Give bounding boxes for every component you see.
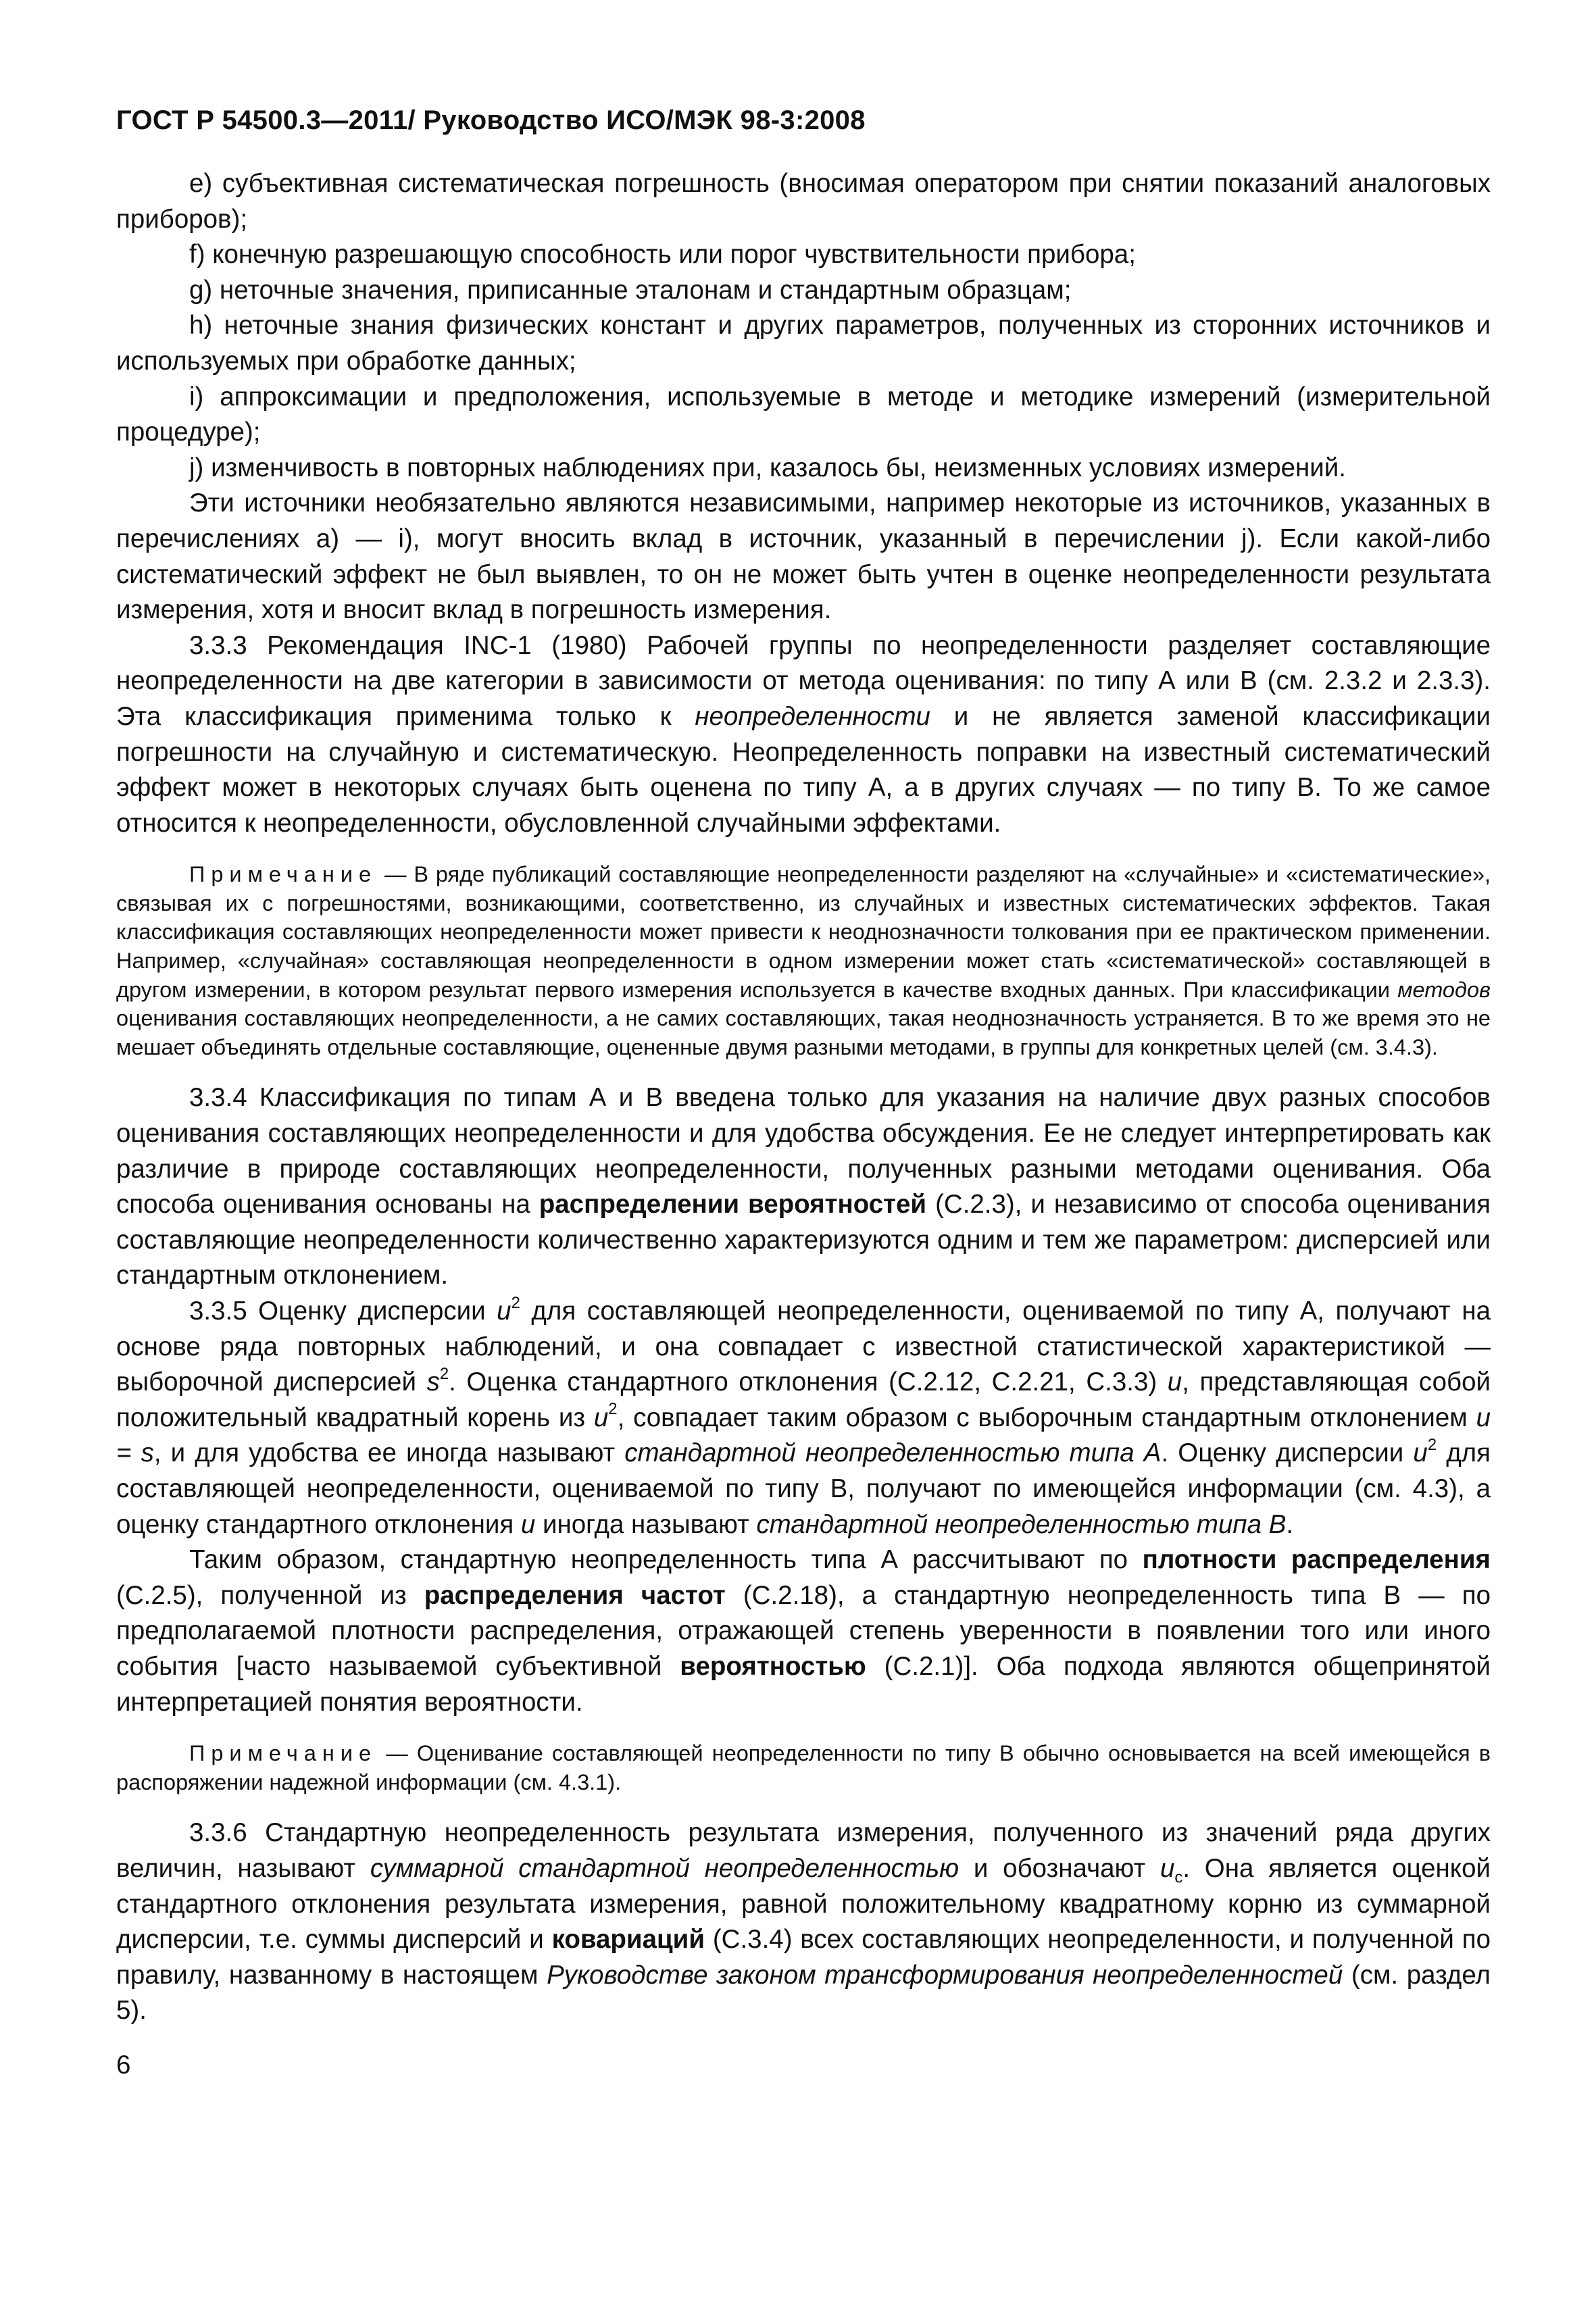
- paragraph-3-3-5-continued: Таким образом, стандартную неопределенность типа А рассчитывают по плотности распределения (С.2.5), полученной из распределения частот (С.2.18), а стандартную неопределенность типа В — по предполагаемой плотности распределения, отражающей степень уверенности в появлении того или иного события [часто называемой субъективной вероятностью (С.2.1)]. Оба подхода являются общепринятой интерпретацией понятия вероятности.: [116, 1545, 1491, 1717]
- note-label: Примечание: [189, 862, 378, 887]
- note-1: Примечание — В ряде публикаций составляющие неопределенности разделяют на «случайные» и «систематические», связывая их с погрешностями, возникающими, соответственно, из случайных и известных систематических эффектов. Такая классификация составляющих неопределенности может привести к неоднозначности толкования при ее практическом применении. Например, «случайная» составляющая неопределенности в одном измерении может стать «систематической» составляющей в другом измерении, в котором результат первого измерения используется в качестве входных данных. При классификации методов оценивания составляющих неопределенности, а не самих составляющих, такая неоднозначность устраняется. В то же время это не мешает объединять отдельные составляющие, оцененные двумя разными методами, в группы для конкретных целей (см. 3.4.3).: [116, 862, 1491, 1059]
- paragraph-3-3-5: 3.3.5 Оценку дисперсии $u^2$ для составляющей неопределенности, оцениваемой по типу А, получают на основе ряда повторных наблюдений, и она совпадает с известной статистической характеристикой — выборочной дисперсией $s^2$. Оценка стандартного отклонения (С.2.12, С.2.21, С.3.3) u, представляющая собой положительный квадратный корень из $u^2$, совпадает таким образом с выборочным стандартным отклонением u = s, и для удобства ее иногда называют стандартной неопределенностью типа А. Оценку дисперсии $u^2$ для составляющей неопределенности, оцениваемой по типу В, получают по имеющейся информации (см. 4.3), а оценку стандартного отклонения u иногда называют стандартной неопределенностью типа В.: [116, 1293, 1491, 1539]
- list-item-h: h) неточные знания физических констант и других параметров, полученных из сторонних источников и используемых при обработке данных;: [116, 311, 1491, 376]
- paragraph-3-3-3: 3.3.3 Рекомендация INC-1 (1980) Рабочей группы по неопределенности разделяет составляющие неопределенности на две категории в зависимости от метода оценивания: по типу А или В (см. 2.3.2 и 2.3.3). Эта классификация применима только к неопределенности и не является заменой классификации погрешности на случайную и систематическую. Неопределенность поправки на известный систематический эффект может в некоторых случаях быть оценена по типу А, а в других случаях — по типу В. То же самое относится к неопределенности, обусловленной случайными эффектами.: [116, 630, 1491, 838]
- paragraph-3-3-6: 3.3.6 Стандартную неопределенность результата измерения, полученного из значений ряда других величин, называют суммарной стандартной неопределенностью и обозначают $u_c$. Она является оценкой стандартного отклонения результата измерения, равной положительному квадратному корню из суммарной дисперсии, т.е. суммы дисперсий и ковариаций (С.3.4) всех составляющих неопределенности, и полученной по правилу, названному в настоящем Руководстве законом трансформирования неопределенностей (см. раздел 5).: [116, 1818, 1491, 2026]
- list-item-f: f) конечную разрешающую способность или порог чувствительности прибора;: [189, 240, 1136, 270]
- list-item-j: j) изменчивость в повторных наблюдениях при, казалось бы, неизменных условиях измерений.: [189, 453, 1346, 482]
- list-item-g: g) неточные значения, приписанные эталонам и стандартным образцам;: [189, 275, 1072, 305]
- note-2: Примечание — Оценивание составляющей неопределенности по типу В обычно основывается на всей имеющейся в распоряжении надежной информации (см. 4.3.1).: [116, 1741, 1491, 1794]
- document-page: [116, 101, 1491, 2297]
- document-header: ГОСТ Р 54500.3—2011/ Руководство ИСО/МЭК 98-3:2008: [116, 105, 866, 135]
- paragraph-3-3-4: 3.3.4 Классификация по типам А и В введена только для указания на наличие двух разных способов оценивания составляющих неопределенности и для удобства обсуждения. Ее не следует интерпретировать как различие в природе составляющих неопределенности, полученных разными методами оценивания. Оба способа оценивания основаны на распределении вероятностей (С.2.3), и независимо от способа оценивания составляющие неопределенности количественно характеризуются одним и тем же параметром: дисперсией или стандартным отклонением.: [116, 1083, 1491, 1290]
- body-text: [116, 166, 1491, 841]
- page-number: 6: [116, 2050, 131, 2080]
- list-item-e: е) субъективная систематическая погрешность (вносимая оператором при снятии показаний аналоговых приборов);: [116, 169, 1491, 234]
- paragraph-sources: Эти источники необязательно являются независимыми, например некоторые из источников, указанных в перечислениях а) — i), могут вносить вклад в источник, указанный в перечислении j). Если какой-либо систематический эффект не был выявлен, то он не может быть учтен в оценке неопределенности результата измерения, хотя и вносит вклад в погрешность измерения.: [116, 488, 1491, 625]
- list-item-i: i) аппроксимации и предположения, используемые в методе и методике измерений (измерительной процедуре);: [116, 382, 1491, 447]
- note-label: Примечание: [189, 1741, 378, 1766]
